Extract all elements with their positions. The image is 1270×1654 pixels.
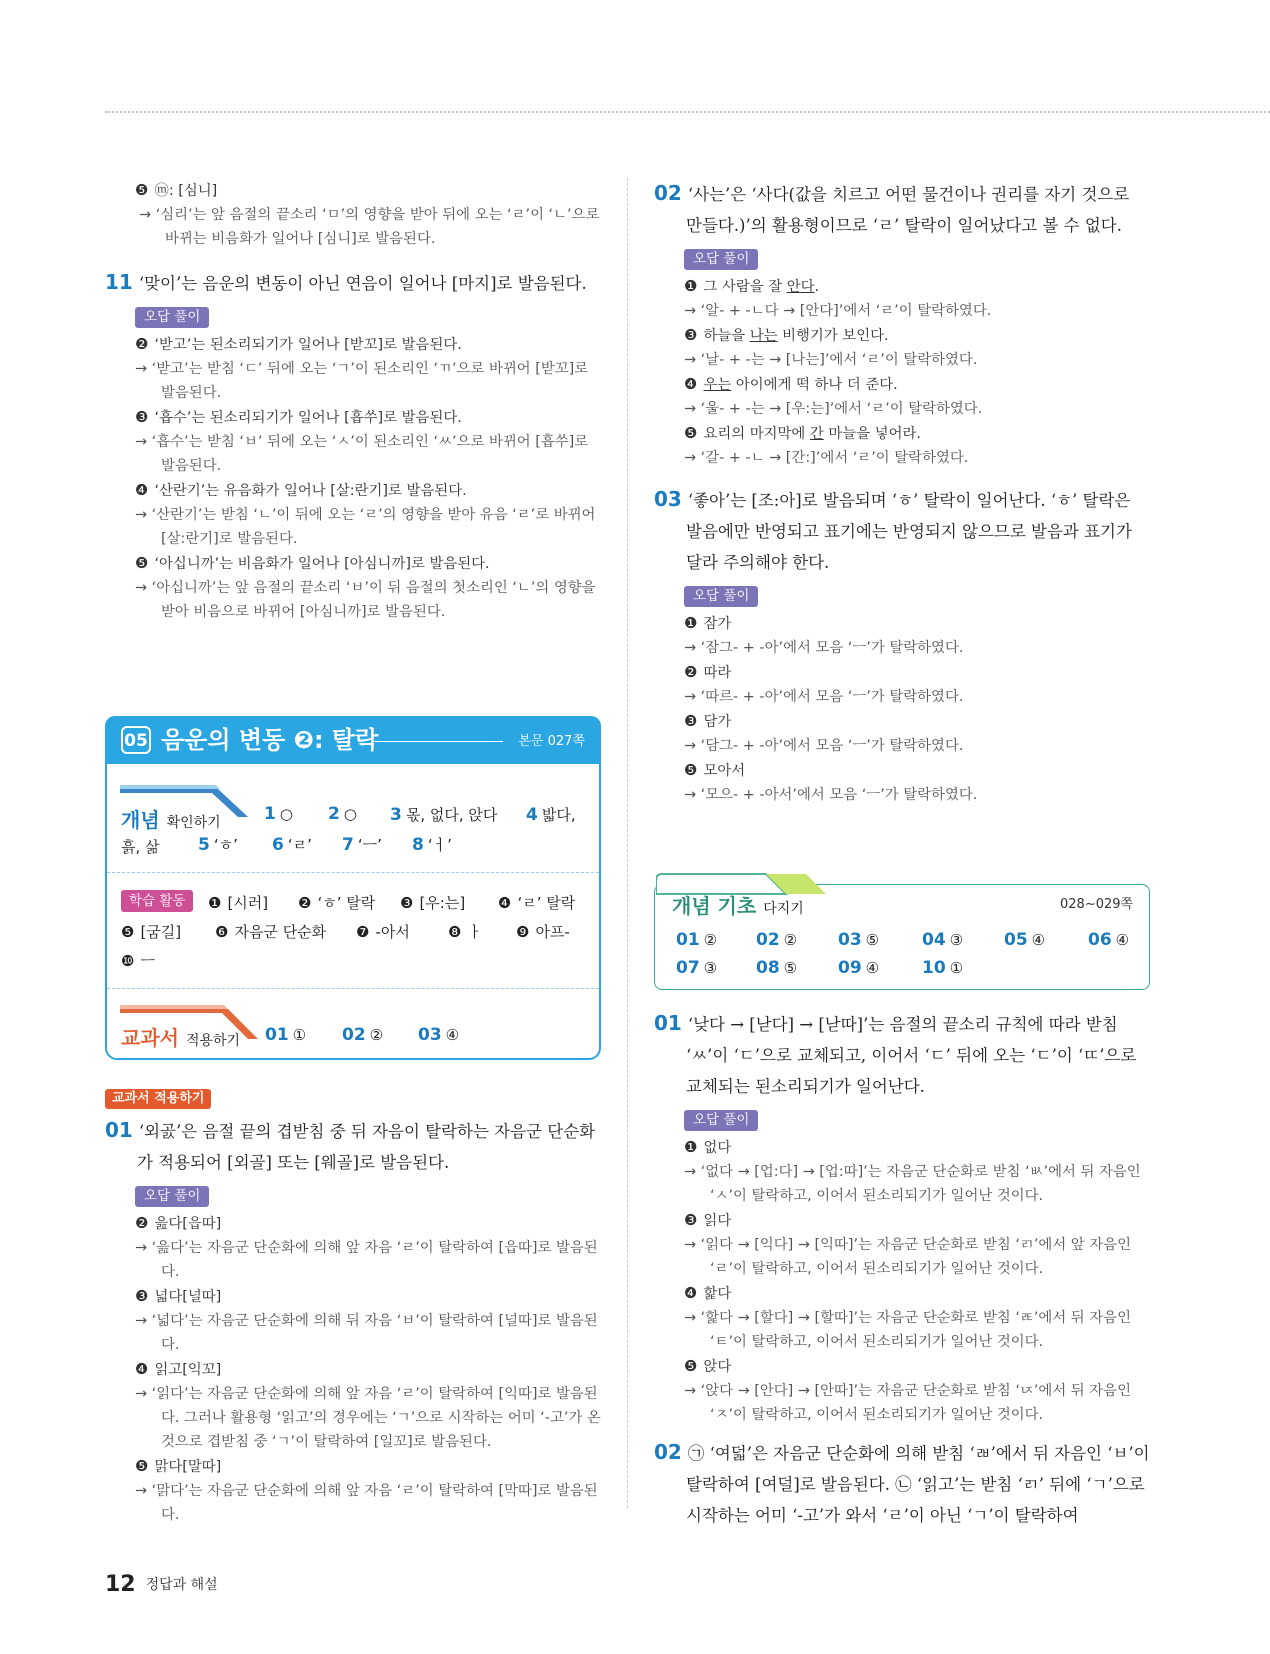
answer-item — [756, 958, 797, 978]
item-explain: → ‘담그- + -아’에서 모음 ‘ㅡ’가 탈락하였다. — [684, 738, 964, 754]
box-divider-2 — [107, 988, 599, 989]
item-head-row — [105, 1284, 601, 1309]
circle-number: ❺ — [684, 761, 698, 779]
circle-number: ❷ — [684, 663, 698, 681]
item-head-row — [654, 1281, 1150, 1306]
answer-number: ❹ — [498, 894, 512, 912]
answer-value: ㅡ — [140, 952, 155, 970]
item-head: 앉다 — [703, 1359, 732, 1375]
answer-value: ① — [292, 1026, 307, 1044]
question-11 — [105, 267, 601, 299]
circle-number: ❶ — [684, 277, 698, 295]
item-explain: → ‘심리’는 앞 음절의 끝소리 ‘ㅁ’의 영향을 받아 뒤에 오는 ‘ㄹ’이 ‘ㄴ’으로 바뀌는 비음화가 일어나 [심니]로 발음된다. — [139, 207, 600, 247]
item-head-u: 안다 — [786, 279, 815, 295]
answer-item — [121, 921, 181, 942]
answer-value: ‘ㄹ’ 탈락 — [517, 894, 576, 912]
odap-badge: 오답 풀이 — [684, 249, 758, 270]
kibo-page: 028∼029쪽 — [1060, 897, 1134, 912]
answer-value: 밟다, — [541, 806, 576, 824]
answer-item — [1004, 930, 1045, 950]
circle-number: ❺ — [684, 424, 698, 442]
answer-value: ‘ㅓ’ — [427, 836, 452, 854]
question-number: 03 — [654, 487, 682, 511]
answer-number: 5 — [198, 835, 210, 855]
page-number: 12 — [105, 1572, 136, 1597]
item-head-row — [654, 323, 1150, 348]
answer-number: 2 — [328, 804, 340, 824]
item-head-post: 아이에게 떡 하나 더 준다. — [731, 377, 898, 393]
item-head: ‘아십니까’는 비음화가 일어나 [아심니까]로 발음된다. — [154, 556, 490, 572]
item-head-row — [654, 660, 1150, 685]
question-text: ‘낮다 → [낟다] → [낟따]’는 음절의 끝소리 규칙에 따라 받침 ‘ㅆ’이 ‘ㄷ’으로 교체되고, 이어서 ‘ㄷ’ 뒤에 오는 ‘ㄷ’이 ‘ㄸ’으로 교체되는 된소리되기가 일어난다. — [686, 1015, 1137, 1096]
answer-item — [922, 930, 963, 950]
label-small: 적용하기 — [185, 1033, 241, 1049]
question-text: ‘좋아’는 [조:아]로 발음되며 ‘ㅎ’ 탈락이 일어난다. ‘ㅎ’ 탈락은 발음에만 반영되고 표기에는 반영되지 않으므로 발음과 표기가 달라 주의해야 한다. — [686, 491, 1132, 572]
question-text: ‘사는’은 ‘사다(값을 치르고 어떤 물건이나 권리를 자기 것으로 만들다.)’의 활용형이므로 ‘ㄹ’ 탈락이 일어났다고 볼 수 없다. — [686, 185, 1130, 235]
item-head: 맑다[말따] — [154, 1459, 222, 1475]
item-explain: → ‘앉다 → [안다] → [안따]’는 자음군 단순화로 받침 ‘ㄵ’에서 뒤 자음인 ‘ㅈ’이 탈락하고, 이어서 된소리되기가 일어난 것이다. — [684, 1383, 1131, 1423]
section-number: 05 — [121, 726, 151, 754]
answer-item — [400, 892, 465, 913]
item-head-row — [105, 1357, 601, 1382]
answer-value: ‘ㅎ’ — [213, 836, 238, 854]
left-column-bottom — [105, 1087, 601, 1527]
answer-item — [198, 834, 238, 855]
circle-number: ❹ — [684, 375, 698, 393]
odap-badge: 오답 풀이 — [135, 1186, 209, 1207]
item-head-post: 마늘을 넣어라. — [823, 426, 921, 442]
column-divider — [627, 178, 628, 1508]
answer-item — [838, 930, 879, 950]
answer-item — [390, 804, 497, 825]
gwa-tag: 교과서 적용하기 — [105, 1089, 211, 1109]
answer-number: 7 — [342, 835, 354, 855]
item-head-row — [654, 1135, 1150, 1160]
item-head-pre: 그 사람을 잘 — [703, 279, 787, 295]
item-head: 읽고[익꼬] — [154, 1362, 222, 1378]
item-explain: → ‘읊다’는 자음군 단순화에 의해 앞 자음 ‘ㄹ’이 탈락하여 [읍따]로 발음된다. — [135, 1240, 598, 1280]
circle-number: ❷ — [135, 335, 149, 353]
gwa-label — [121, 1022, 240, 1051]
answer-number: 08 — [756, 958, 780, 978]
answer-number: 6 — [272, 835, 284, 855]
item-head: 넓다[널따] — [154, 1289, 222, 1305]
circle-number: ❸ — [135, 408, 149, 426]
gaenyeom-cont: 흙, 삶 — [121, 838, 160, 856]
answer-value: ④ — [445, 1026, 460, 1044]
answer-value: -아서 — [375, 923, 410, 941]
circle-number: ❷ — [135, 1214, 149, 1232]
item-head-pre: 요리의 마지막에 — [703, 426, 810, 442]
item-head-row — [654, 611, 1150, 636]
top-dotted-rule — [105, 111, 1270, 113]
answer-item — [356, 921, 410, 942]
question-text: ‘외곬’은 음절 끝의 겹받침 중 뒤 자음이 탈락하는 자음군 단순화가 적용되어 [외골] 또는 [웨골]로 발음된다. — [137, 1122, 596, 1172]
answer-value: [굼길] — [140, 923, 182, 941]
question-text: ‘맞이’는 음운의 변동이 아닌 연음이 일어나 [마지]로 발음된다. — [138, 274, 587, 293]
section-title: 음운의 변동 ❷: 탈락 — [161, 726, 379, 754]
label-text: 교과서 — [121, 1026, 179, 1050]
answer-number: 10 — [922, 958, 946, 978]
question-number: 01 — [105, 1118, 133, 1142]
item-explain: → ‘읽다’는 자음군 단순화에 의해 앞 자음 ‘ㄹ’이 탈락하여 [익따]로 발음된다. 그러나 활용형 ‘읽고’의 경우에는 ‘ㄱ’으로 시작하는 어미 ‘-고’가 온 것으로 겹받침 중 ‘ㄱ’이 탈락하여 [일꼬]로 발음된다. — [135, 1386, 601, 1450]
q11-items — [105, 332, 601, 624]
item-head-row — [105, 551, 601, 576]
answer-value: ③ — [703, 959, 718, 977]
circle-number: ❹ — [135, 481, 149, 499]
right-column-top — [654, 178, 1150, 807]
item-explain: → ‘맑다’는 자음군 단순화에 의해 앞 자음 ‘ㄹ’이 탈락하여 [막따]로 발음된다. — [135, 1483, 598, 1523]
answer-value: 아프- — [535, 923, 570, 941]
answer-value: ② — [369, 1026, 384, 1044]
item-head: ‘받고’는 된소리되기가 일어나 [받꼬]로 발음된다. — [154, 337, 462, 353]
circle-number: ❸ — [684, 326, 698, 344]
kibo-label — [672, 890, 804, 919]
circle-number: ❺ — [684, 1357, 698, 1375]
answer-value: ④ — [1031, 931, 1046, 949]
answer-item — [498, 892, 575, 913]
question-k01 — [654, 1008, 1150, 1102]
item-head-row — [654, 372, 1150, 397]
item-head: 읊다[읍따] — [154, 1216, 222, 1232]
question-02 — [654, 178, 1150, 241]
label-small: 다지기 — [763, 901, 804, 917]
answer-value: [시러] — [227, 894, 269, 912]
answer-number: 1 — [264, 804, 276, 824]
item-explain: → ‘울- + -는 → [우:는]’에서 ‘ㄹ’이 탈락하였다. — [684, 401, 983, 417]
answer-number: ❺ — [121, 923, 135, 941]
question-text: ㉠ ‘여덟’은 자음군 단순화에 의해 받침 ‘ㄼ’에서 뒤 자음인 ‘ㅂ’이 탈락하여 [여덜]로 발음된다. ㉡ ‘읽고’는 받침 ‘ㄺ’ 뒤에 ‘ㄱ’으로 시작하는 어미 ‘-고’가 와서 ‘ㄹ’이 아닌 ‘ㄱ’이 탈락하여 — [686, 1444, 1150, 1525]
answer-number: ❻ — [215, 923, 229, 941]
answer-number: ❼ — [356, 923, 370, 941]
answer-item — [1088, 930, 1129, 950]
item-head-row — [105, 1454, 601, 1479]
item-head: 담가 — [703, 714, 732, 730]
item-head: 핥다 — [703, 1286, 732, 1302]
answer-item — [412, 834, 452, 855]
item-head-post: 비행기가 보인다. — [777, 328, 889, 344]
item-head-row — [105, 332, 601, 357]
answer-item — [516, 921, 570, 942]
item-head: 잠가 — [703, 616, 732, 632]
hak-badge: 학습 활동 — [121, 890, 193, 912]
answer-number: ❽ — [448, 923, 462, 941]
circle-number: ❹ — [135, 1360, 149, 1378]
answer-value: ② — [783, 931, 798, 949]
item-head-row — [654, 274, 1150, 299]
item-head-post: . — [814, 279, 820, 295]
item-head-u: 나는 — [749, 328, 778, 344]
answer-number: 4 — [526, 805, 538, 825]
page-ref: 본문 027쪽 — [518, 734, 585, 749]
item-explain: → ‘흡수’는 받침 ‘ㅂ’ 뒤에 오는 ‘ㅅ’이 된소리인 ‘ㅆ’으로 바뀌어 [흡쑤]로 발음된다. — [135, 434, 589, 474]
answer-item — [418, 1025, 459, 1045]
answer-number: ❾ — [516, 923, 530, 941]
answer-value: ‘ㅎ’ 탈락 — [317, 894, 376, 912]
answer-value: ○ — [343, 805, 357, 823]
item-explain: → ‘갈- + -ㄴ → [간:]’에서 ‘ㄹ’이 탈락하였다. — [684, 450, 969, 466]
item-head: ‘흡수’는 된소리되기가 일어나 [흡쑤]로 발음된다. — [154, 410, 462, 426]
answer-item — [526, 804, 576, 825]
answer-number: 01 — [676, 930, 700, 950]
hak-label — [121, 890, 193, 912]
circle-number: ❸ — [135, 1287, 149, 1305]
answer-number: 03 — [418, 1025, 442, 1045]
answer-number: ❸ — [400, 894, 414, 912]
item-head-row — [105, 1211, 601, 1236]
odap-badge: 오답 풀이 — [684, 1110, 758, 1131]
answer-item — [298, 892, 375, 913]
label-text: 개념 기초 — [672, 894, 757, 918]
circle-number: ❸ — [684, 712, 698, 730]
answer-number: 05 — [1004, 930, 1028, 950]
answer-value: ③ — [949, 931, 964, 949]
right-column-bottom — [654, 1008, 1150, 1531]
answer-item — [265, 1025, 306, 1045]
item-explain: → ‘모으- + -아서’에서 모음 ‘ㅡ’가 탈락하였다. — [684, 787, 978, 803]
item-head: 모아서 — [703, 763, 746, 779]
answer-item — [676, 930, 717, 950]
answer-number: 01 — [265, 1025, 289, 1045]
answer-value: ‘ㅡ’ — [357, 836, 382, 854]
answer-number: 09 — [838, 958, 862, 978]
item-head: 읽다 — [703, 1213, 732, 1229]
answer-value: ○ — [279, 805, 293, 823]
answer-number: 06 — [1088, 930, 1112, 950]
circle-number: ❶ — [684, 1138, 698, 1156]
answer-item — [676, 958, 717, 978]
label-small: 확인하기 — [166, 815, 221, 831]
item-head-row — [654, 421, 1150, 446]
label-text: 개념 — [121, 808, 160, 832]
circle-number: ❺ — [135, 181, 149, 199]
answer-value: ⑤ — [865, 931, 880, 949]
left-column-top — [105, 178, 601, 624]
answer-item — [448, 921, 482, 942]
answer-value: ② — [703, 931, 718, 949]
answer-item — [208, 892, 268, 913]
odap-badge: 오답 풀이 — [135, 307, 209, 328]
odap-badge: 오답 풀이 — [684, 586, 758, 607]
answer-number: 07 — [676, 958, 700, 978]
q01-items — [105, 1211, 601, 1527]
answer-number: ❷ — [298, 894, 312, 912]
question-number: 11 — [105, 270, 133, 294]
circle-number: ❶ — [684, 614, 698, 632]
answer-item — [922, 958, 963, 978]
item-explain: → ‘따르- + -아’에서 모음 ‘ㅡ’가 탈락하였다. — [684, 689, 964, 705]
answer-item — [342, 1025, 383, 1045]
answer-number: 3 — [390, 805, 402, 825]
answer-number: 03 — [838, 930, 862, 950]
item-explain: → ‘아십니까’는 앞 음절의 끝소리 ‘ㅂ’이 뒤 음절의 첫소리인 ‘ㄴ’의 영향을 받아 비음으로 바뀌어 [아심니까]로 발음된다. — [135, 580, 596, 620]
item-head-u: 우는 — [703, 377, 732, 393]
circle-number: ❸ — [684, 1211, 698, 1229]
answer-number: 8 — [412, 835, 424, 855]
item-head: 따라 — [703, 665, 732, 681]
question-number: 01 — [654, 1011, 682, 1035]
question-03 — [654, 484, 1150, 578]
footer-label: 정답과 해설 — [145, 1577, 218, 1593]
summary-box-header — [105, 716, 601, 764]
answer-value: ④ — [865, 959, 880, 977]
item-explain: → ‘받고’는 받침 ‘ㄷ’ 뒤에 오는 ‘ㄱ’이 된소리인 ‘ㄲ’으로 바뀌어 [받꼬]로 발음된다. — [135, 361, 589, 401]
header-line — [373, 741, 503, 742]
q02-items — [654, 274, 1150, 470]
item-head-u: 간 — [809, 426, 824, 442]
item-head: 없다 — [703, 1140, 732, 1156]
item-explain: → ‘없다 → [업:다] → [업:따]’는 자음군 단순화로 받침 ‘ㅄ’에서 뒤 자음인 ‘ㅅ’이 탈락하고, 이어서 된소리되기가 일어난 것이다. — [684, 1164, 1141, 1204]
item-explain: → ‘핥다 → [할다] → [할따]’는 자음군 단순화로 받침 ‘ㄾ’에서 뒤 자음인 ‘ㅌ’이 탈락하고, 이어서 된소리되기가 일어난 것이다. — [684, 1310, 1131, 1350]
answer-item — [838, 958, 879, 978]
gaenyeom-label — [121, 804, 221, 833]
item-explain: → ‘읽다 → [익다] → [익따]’는 자음군 단순화로 받침 ‘ㄺ’에서 앞 자음인 ‘ㄹ’이 탈락하고, 이어서 된소리되기가 일어난 것이다. — [684, 1237, 1131, 1277]
answer-value: ‘ㄹ’ — [287, 836, 312, 854]
box-divider — [107, 872, 599, 873]
item-explain: → ‘잠그- + -아’에서 모음 ‘ㅡ’가 탈락하였다. — [684, 640, 964, 656]
question-number: 02 — [654, 1440, 682, 1464]
item-head-row — [654, 1354, 1150, 1379]
item-head-row — [654, 1208, 1150, 1233]
q03-items — [654, 611, 1150, 807]
item-head-row — [105, 478, 601, 503]
circle-number: ❺ — [135, 554, 149, 572]
item-head-row — [654, 709, 1150, 734]
answer-value: 자음군 단순화 — [234, 923, 327, 941]
item-head-pre: 하늘을 — [703, 328, 750, 344]
answer-value: ① — [949, 959, 964, 977]
answer-number: 02 — [342, 1025, 366, 1045]
item-explain: → ‘날- + -는 → [나는]’에서 ‘ㄹ’이 탈락하였다. — [684, 352, 978, 368]
question-01 — [105, 1115, 601, 1178]
item-head: ‘산란기’는 유음화가 일어나 [살:란기]로 발음된다. — [154, 483, 467, 499]
question-k02 — [654, 1437, 1150, 1531]
item-head-row — [654, 758, 1150, 783]
answer-item — [215, 921, 326, 942]
answer-value: 몫, 없다, 앉다 — [405, 806, 498, 824]
answer-number: ❶ — [208, 894, 222, 912]
answer-value: ㅏ — [467, 923, 482, 941]
answer-item — [328, 804, 357, 824]
k01-items — [654, 1135, 1150, 1427]
answer-item — [342, 834, 382, 855]
answer-value: ⑤ — [783, 959, 798, 977]
answer-number: 02 — [756, 930, 780, 950]
question-number: 02 — [654, 181, 682, 205]
item-head: ⓜ: [심니] — [154, 183, 218, 199]
answer-value: [우:는] — [419, 894, 466, 912]
item-explain: → ‘산란기’는 받침 ‘ㄴ’이 뒤에 오는 ‘ㄹ’의 영향을 받아 유음 ‘ㄹ’로 바뀌어 [살:란기]로 발음된다. — [135, 507, 596, 547]
circle-number: ❹ — [684, 1284, 698, 1302]
item-explain: → ‘넓다’는 자음군 단순화에 의해 뒤 자음 ‘ㅂ’이 탈락하여 [널따]로 발음된다. — [135, 1313, 598, 1353]
item-5 — [105, 178, 601, 203]
answer-item — [121, 950, 155, 971]
item-head-row — [105, 405, 601, 430]
answer-item — [756, 930, 797, 950]
answer-value: ④ — [1115, 931, 1130, 949]
item-explain: → ‘알- + -ㄴ다 → [안다]’에서 ‘ㄹ’이 탈락하였다. — [684, 303, 992, 319]
answer-number: 04 — [922, 930, 946, 950]
circle-number: ❺ — [135, 1457, 149, 1475]
answer-number: ❿ — [121, 952, 135, 970]
answer-item — [272, 834, 312, 855]
answer-item — [264, 804, 293, 824]
page-footer — [105, 1572, 218, 1597]
